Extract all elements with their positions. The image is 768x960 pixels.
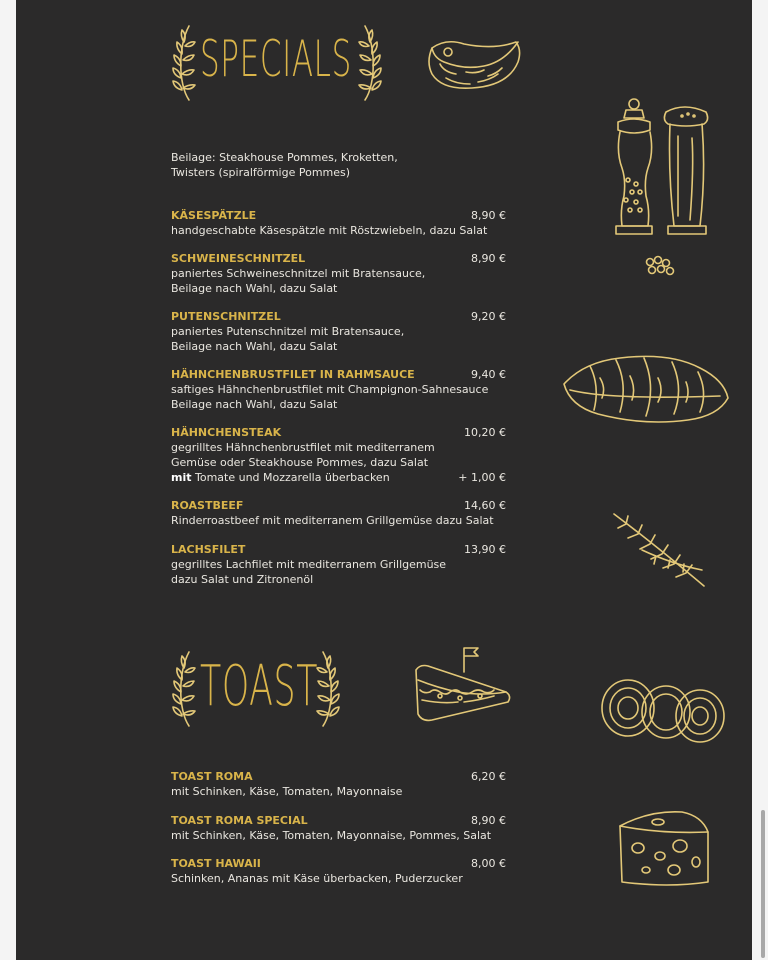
dish-price: 10,20 € xyxy=(464,426,506,439)
dish-description: Rinderroastbeef mit mediterranem Grillgemüse dazu Salat xyxy=(171,514,494,527)
dish-price: 8,90 € xyxy=(471,814,506,827)
dish-name: ROASTBEEF xyxy=(171,499,244,512)
menu-item-toast-hawaii xyxy=(171,856,506,886)
dish-description: gegrilltes Hähnchenbrustfilet mit mediterranem Gemüse oder Steakhouse Pommes, dazu Salat xyxy=(171,441,435,469)
dish-description: handgeschabte Käsespätzle mit Röstzwiebeln, dazu Salat xyxy=(171,224,488,237)
dish-price: 8,90 € xyxy=(471,252,506,265)
dish-description: mit Schinken, Käse, Tomaten, Mayonnaise xyxy=(171,785,403,798)
dish-description: paniertes Schweineschnitzel mit Bratensauce, Beilage nach Wahl, dazu Salat xyxy=(171,267,426,295)
toast-sandwich-icon xyxy=(410,646,514,722)
dish-name: PUTENSCHNITZEL xyxy=(171,310,281,323)
menu-item-toast-roma xyxy=(171,769,506,799)
dish-name: HÄHNCHENSTEAK xyxy=(171,426,282,439)
salmon-icon xyxy=(560,350,732,430)
dish-name: HÄHNCHENBRUSTFILET IN RAHMSAUCE xyxy=(171,368,415,381)
cheese-icon xyxy=(616,808,712,888)
dish-name: TOAST ROMA xyxy=(171,770,253,783)
side-dish-note: Beilage: Steakhouse Pommes, Kroketten, Twisters (spiralförmige Pommes) xyxy=(171,151,398,179)
onion-rings-icon xyxy=(600,676,728,746)
menu-item-lachsfilet xyxy=(171,542,506,587)
menu-item-haehnchenbrustfilet xyxy=(171,367,506,412)
menu-item-schweineschnitzel xyxy=(171,251,506,296)
menu-item-putenschnitzel xyxy=(171,309,506,354)
salt-pepper-shaker-icon xyxy=(608,96,712,238)
dish-price: 9,40 € xyxy=(471,368,506,381)
menu-item-haehnchensteak xyxy=(171,425,506,485)
extra-price: + 1,00 € xyxy=(458,471,506,484)
dish-description: Schinken, Ananas mit Käse überbacken, Puderzucker xyxy=(171,872,463,885)
laurel-right-icon xyxy=(356,24,382,102)
steak-icon xyxy=(426,34,522,100)
dish-name: SCHWEINESCHNITZEL xyxy=(171,252,306,265)
laurel-left-icon xyxy=(172,24,198,102)
menu-item-roastbeef xyxy=(171,498,506,528)
laurel-right-icon xyxy=(314,650,340,728)
dish-description: mit Schinken, Käse, Tomaten, Mayonnaise, Pommes, Salat xyxy=(171,829,492,842)
extra-bold-word: mit xyxy=(171,471,192,484)
rosemary-icon xyxy=(612,510,708,590)
dish-price: 6,20 € xyxy=(471,770,506,783)
dish-extra-option xyxy=(171,470,506,485)
dish-name: LACHSFILET xyxy=(171,543,246,556)
dish-description: paniertes Putenschnitzel mit Bratensauce, Beilage nach Wahl, dazu Salat xyxy=(171,325,405,353)
specials-title: SPECIALS xyxy=(200,30,352,88)
laurel-left-icon xyxy=(172,650,198,728)
extra-text: Tomate und Mozzarella überbacken xyxy=(191,471,390,484)
scrollbar-thumb[interactable] xyxy=(761,810,765,958)
dish-name: KÄSESPÄTZLE xyxy=(171,209,257,222)
dish-description: saftiges Hähnchenbrustfilet mit Champignon-Sahnesauce Beilage nach Wahl, dazu Salat xyxy=(171,383,489,411)
dish-price: 14,60 € xyxy=(464,499,506,512)
dish-name: TOAST ROMA SPECIAL xyxy=(171,814,308,827)
dish-price: 9,20 € xyxy=(471,310,506,323)
peppercorns-icon xyxy=(644,254,676,278)
dish-price: 8,00 € xyxy=(471,857,506,870)
menu-item-toast-roma-special xyxy=(171,813,506,843)
dish-name: TOAST HAWAII xyxy=(171,857,261,870)
toast-title: TOAST xyxy=(200,654,319,719)
dish-price: 8,90 € xyxy=(471,209,506,222)
dish-description: gegrilltes Lachfilet mit mediterranem Grillgemüse dazu Salat und Zitronenöl xyxy=(171,558,447,586)
menu-page xyxy=(16,0,752,960)
dish-price: 13,90 € xyxy=(464,543,506,556)
menu-item-kaesespaetzle xyxy=(171,208,506,238)
